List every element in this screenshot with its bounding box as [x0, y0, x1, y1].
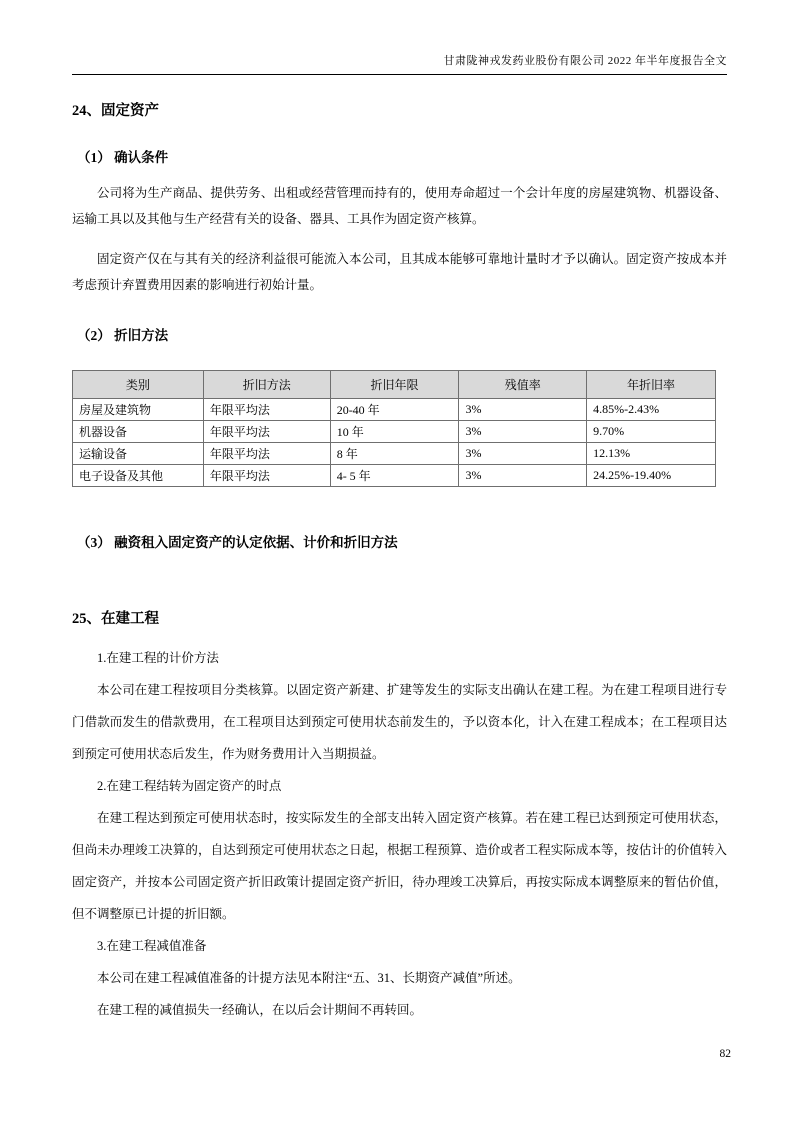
cip-item2-title: 2.在建工程结转为固定资产的时点	[97, 779, 282, 793]
cip-item1-paragraph: 本公司在建工程按项目分类核算。以固定资产新建、扩建等发生的实际支出确认在建工程。为在建工程项目进行专门借款而发生的借款费用，在工程项目达到预定可使用状态前发生的，予以资本化，计入在建工程成本；在工程项目达到预定可使用状态后发生，作为财务费用计入当期损益。	[72, 683, 727, 761]
cell-category: 运输设备	[73, 443, 204, 465]
construction-in-progress-section	[72, 642, 727, 1026]
recognition-paragraph-2: 固定资产仅在与其有关的经济利益很可能流入本公司，且其成本能够可靠地计量时才予以确认。固定资产按成本并考虑预计弃置费用因素的影响进行初始计量。	[72, 252, 727, 292]
cell-life: 4- 5 年	[330, 465, 459, 487]
recognition-paragraph-1: 公司将为生产商品、提供劳务、出租或经营管理而持有的，使用寿命超过一个会计年度的房屋建筑物、机器设备、运输工具以及其他与生产经营有关的设备、器具、工具作为固定资产核算。	[72, 186, 727, 226]
table-header-rate: 年折旧率	[587, 371, 716, 399]
table-row	[73, 465, 716, 487]
section-25-heading: 25、在建工程	[72, 611, 159, 627]
table-row	[73, 421, 716, 443]
cell-life: 10 年	[330, 421, 459, 443]
cell-rate: 4.85%-2.43%	[587, 399, 716, 421]
depreciation-table-wrap	[72, 370, 727, 487]
table-row	[73, 443, 716, 465]
cell-life: 20-40 年	[330, 399, 459, 421]
cip-item3-paragraph-1: 本公司在建工程减值准备的计提方法见本附注“五、31、长期资产减值”所述。	[97, 971, 521, 985]
table-header-residual: 残值率	[459, 371, 587, 399]
table-row	[73, 399, 716, 421]
cip-item3-title: 3.在建工程减值准备	[97, 939, 207, 953]
cell-rate: 9.70%	[587, 421, 716, 443]
finance-lease-heading: （3） 融资租入固定资产的认定依据、计价和折旧方法	[77, 535, 398, 550]
section-24-heading: 24、固定资产	[72, 103, 159, 119]
depreciation-method-heading: （2） 折旧方法	[77, 328, 169, 343]
cell-residual: 3%	[459, 465, 587, 487]
report-title: 甘肃陇神戎发药业股份有限公司 2022 年半年度报告全文	[443, 55, 727, 67]
table-header-category: 类别	[73, 371, 204, 399]
table-header-life: 折旧年限	[330, 371, 459, 399]
cip-item1-title: 1.在建工程的计价方法	[97, 651, 219, 665]
cell-residual: 3%	[459, 443, 587, 465]
cell-category: 电子设备及其他	[73, 465, 204, 487]
cip-item3-paragraph-2: 在建工程的减值损失一经确认，在以后会计期间不再转回。	[97, 1003, 423, 1017]
cip-item2-paragraph: 在建工程达到预定可使用状态时，按实际发生的全部支出转入固定资产核算。若在建工程已达到预定可使用状态，但尚未办理竣工决算的，自达到预定可使用状态之日起，根据工程预算、造价或者工程实际成本等，按估计的价值转入固定资产，并按本公司固定资产折旧政策计提固定资产折旧，待办理竣工决算后，再按实际成本调整原来的暂估价值，但不调整原已计提的折旧额。	[72, 811, 727, 921]
cell-residual: 3%	[459, 399, 587, 421]
cell-life: 8 年	[330, 443, 459, 465]
cell-method: 年限平均法	[203, 421, 330, 443]
cell-method: 年限平均法	[203, 443, 330, 465]
cell-rate: 24.25%-19.40%	[587, 465, 716, 487]
report-header	[72, 52, 727, 75]
page-number: 82	[719, 1048, 731, 1060]
cell-category: 机器设备	[73, 421, 204, 443]
table-header-method: 折旧方法	[203, 371, 330, 399]
recognition-conditions-heading: （1） 确认条件	[77, 150, 169, 165]
cell-method: 年限平均法	[203, 465, 330, 487]
cell-method: 年限平均法	[203, 399, 330, 421]
depreciation-table	[72, 370, 716, 487]
cell-residual: 3%	[459, 421, 587, 443]
cell-rate: 12.13%	[587, 443, 716, 465]
cell-category: 房屋及建筑物	[73, 399, 204, 421]
table-header-row	[73, 371, 716, 399]
